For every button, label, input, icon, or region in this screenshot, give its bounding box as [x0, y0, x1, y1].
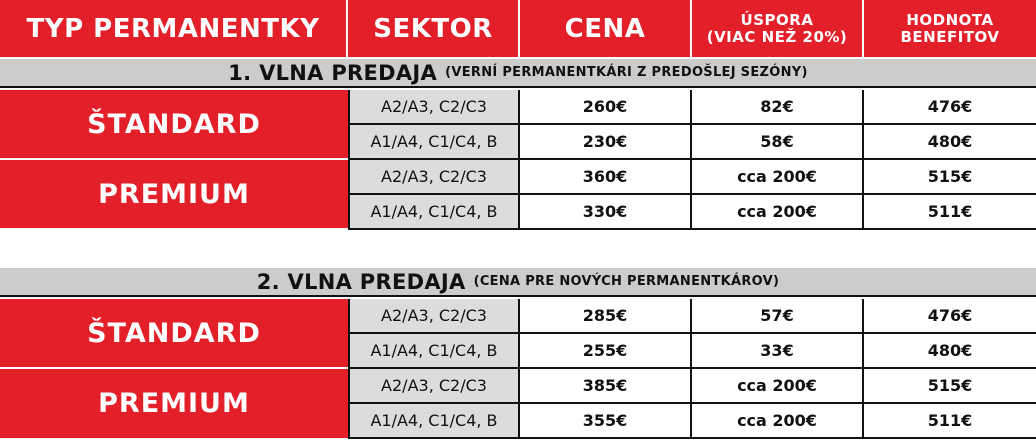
saving-cell: 57€ [692, 299, 864, 334]
wave-1-band [0, 57, 1036, 88]
table-row [348, 369, 1036, 404]
type-label: ŠTANDARD [0, 299, 348, 369]
wave-2-band [0, 266, 1036, 297]
price-cell: 255€ [520, 334, 692, 369]
saving-cell: cca 200€ [692, 404, 864, 439]
sector-cell: A1/A4, C1/C4, B [348, 195, 520, 230]
price-cell: 230€ [520, 125, 692, 160]
saving-cell: 58€ [692, 125, 864, 160]
table-row [348, 404, 1036, 439]
price-cell: 385€ [520, 369, 692, 404]
benefit-cell: 476€ [864, 299, 1036, 334]
sector-cell: A1/A4, C1/C4, B [348, 404, 520, 439]
price-cell: 285€ [520, 299, 692, 334]
table-row [348, 125, 1036, 160]
type-label: PREMIUM [0, 369, 348, 440]
saving-cell: cca 200€ [692, 160, 864, 195]
saving-cell: 33€ [692, 334, 864, 369]
wave-2-standard-group [0, 299, 1036, 369]
saving-cell: 82€ [692, 90, 864, 125]
header-type: TYP PERMANENTKY [0, 0, 348, 57]
benefit-cell: 515€ [864, 160, 1036, 195]
benefit-cell: 511€ [864, 195, 1036, 230]
saving-cell: cca 200€ [692, 195, 864, 230]
sector-cell: A2/A3, C2/C3 [348, 160, 520, 195]
sector-cell: A1/A4, C1/C4, B [348, 125, 520, 160]
price-cell: 355€ [520, 404, 692, 439]
header-saving-line1: ÚSPORA [740, 10, 814, 29]
header-saving-line2: (VIAC NEŽ 20%) [706, 27, 848, 46]
header-benefit [864, 0, 1036, 57]
wave-1-standard-group [0, 90, 1036, 160]
table-header [0, 0, 1036, 57]
sector-cell: A2/A3, C2/C3 [348, 299, 520, 334]
table-row [348, 90, 1036, 125]
type-label: ŠTANDARD [0, 90, 348, 160]
wave-title: 1. VLNA PREDAJA [228, 60, 438, 85]
saving-cell: cca 200€ [692, 369, 864, 404]
table-row [348, 195, 1036, 230]
wave-1-premium-group [0, 160, 1036, 230]
table-row [348, 299, 1036, 334]
benefit-cell: 480€ [864, 334, 1036, 369]
sector-cell: A2/A3, C2/C3 [348, 90, 520, 125]
type-label: PREMIUM [0, 160, 348, 230]
header-saving [692, 0, 864, 57]
price-cell: 330€ [520, 195, 692, 230]
table-row [348, 334, 1036, 369]
price-cell: 360€ [520, 160, 692, 195]
sector-cell: A2/A3, C2/C3 [348, 369, 520, 404]
header-benefit-line2: BENEFITOV [900, 27, 1000, 46]
header-sector: SEKTOR [348, 0, 520, 57]
sector-cell: A1/A4, C1/C4, B [348, 334, 520, 369]
wave-note: (CENA PRE NOVÝCH PERMANENTKÁROV) [473, 274, 780, 289]
benefit-cell: 480€ [864, 125, 1036, 160]
wave-2-premium-group [0, 369, 1036, 440]
benefit-cell: 515€ [864, 369, 1036, 404]
benefit-cell: 476€ [864, 90, 1036, 125]
table-row [348, 160, 1036, 195]
price-cell: 260€ [520, 90, 692, 125]
header-benefit-line1: HODNOTA [906, 10, 994, 29]
wave-note: (VERNÍ PERMANENTKÁRI Z PREDOŠLEJ SEZÓNY) [445, 65, 808, 80]
wave-title: 2. VLNA PREDAJA [256, 269, 466, 294]
benefit-cell: 511€ [864, 404, 1036, 439]
header-price: CENA [520, 0, 692, 57]
